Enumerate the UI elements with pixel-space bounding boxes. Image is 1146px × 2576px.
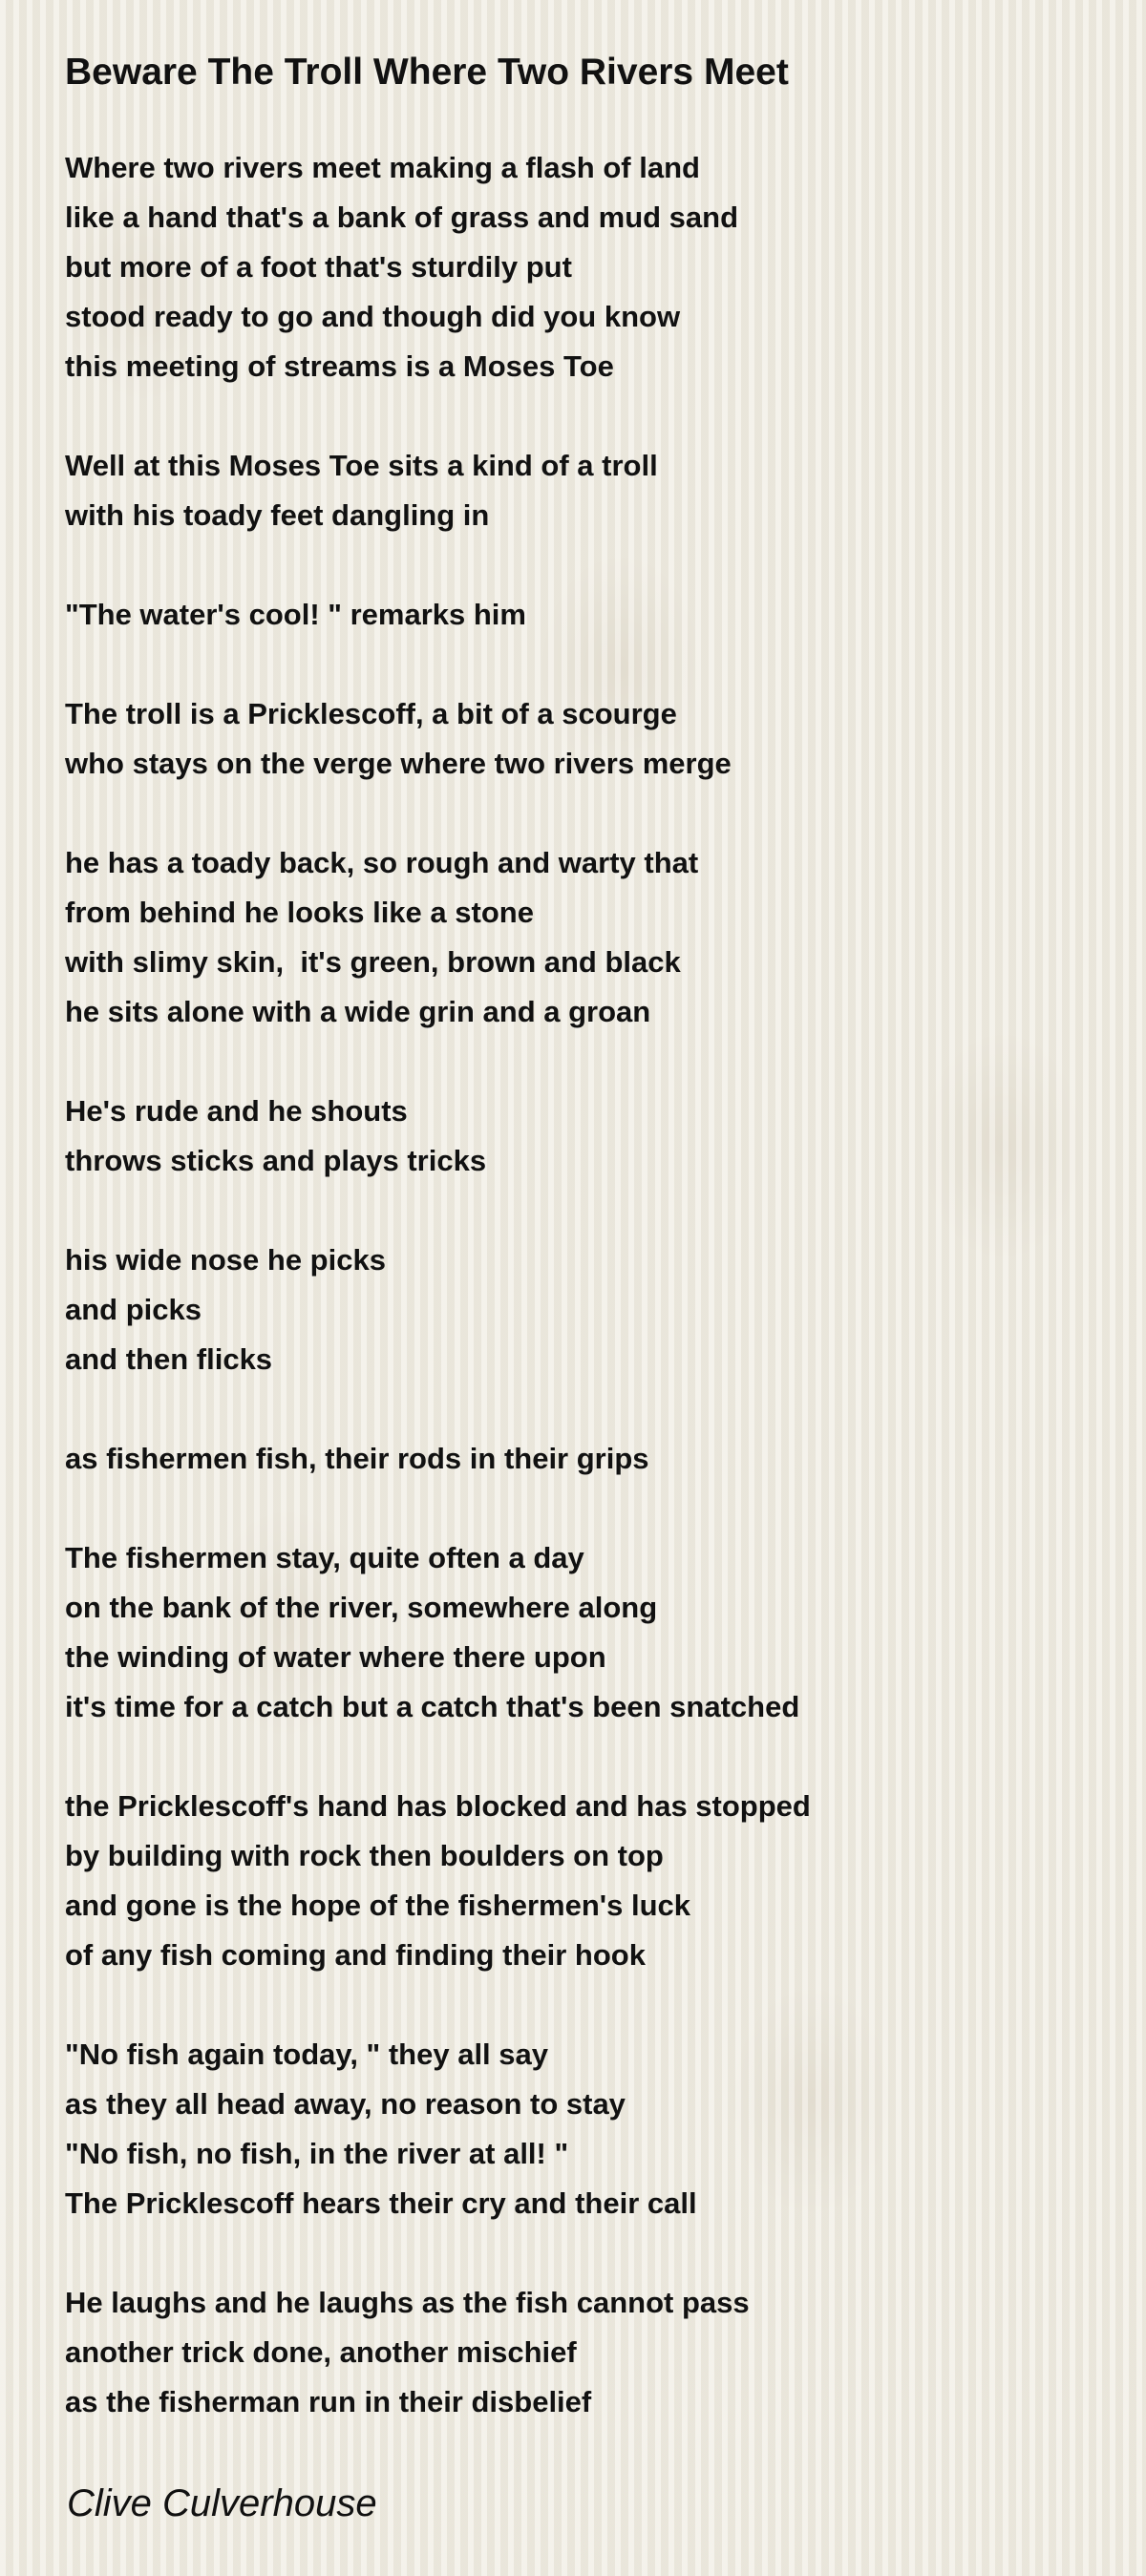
poem-line: "No fish, no fish, in the river at all! " xyxy=(65,2137,569,2170)
stanza xyxy=(65,590,1115,640)
poem-line: the winding of water where there upon xyxy=(65,1640,606,1674)
poem-line: on the bank of the river, somewhere along xyxy=(65,1591,658,1624)
stanza xyxy=(65,2278,1115,2427)
poem-line: He laughs and he laughs as the fish cannot pass xyxy=(65,2286,750,2319)
poem-line: The troll is a Pricklescoff, a bit of a scourge xyxy=(65,697,677,730)
poem-line: he sits alone with a wide grin and a groan xyxy=(65,995,651,1028)
poem-title: Beware The Troll Where Two Rivers Meet xyxy=(65,52,789,93)
poem-line: his wide nose he picks xyxy=(65,1243,386,1277)
poem-line: by building with rock then boulders on top xyxy=(65,1839,664,1872)
stanza xyxy=(65,2030,1115,2228)
stanza xyxy=(65,143,1115,391)
poem-body xyxy=(65,143,1115,2477)
poem-line: "The water's cool! " remarks him xyxy=(65,598,526,631)
stanza xyxy=(65,1434,1115,1484)
poem-line: and then flicks xyxy=(65,1342,273,1376)
poem-line: "No fish again today, " they all say xyxy=(65,2038,549,2071)
poem-line: with his toady feet dangling in xyxy=(65,498,490,532)
poem-line: of any fish coming and finding their hook xyxy=(65,1938,646,1972)
poem-line: The fishermen stay, quite often a day xyxy=(65,1541,584,1574)
poem-line: as the fisherman run in their disbelief xyxy=(65,2385,592,2418)
poem-line: the Pricklescoff's hand has blocked and has stopped xyxy=(65,1789,811,1823)
stanza xyxy=(65,1533,1115,1732)
poem-line: throws sticks and plays tricks xyxy=(65,1144,487,1177)
poem-line: as fishermen fish, their rods in their grips xyxy=(65,1442,649,1475)
poem-line: as they all head away, no reason to stay xyxy=(65,2087,626,2121)
poem-author: Clive Culverhouse xyxy=(67,2482,377,2524)
poem-line: and gone is the hope of the fishermen's luck xyxy=(65,1889,691,1922)
poem-line: Where two rivers meet making a flash of land xyxy=(65,151,700,184)
poem-line: he has a toady back, so rough and warty that xyxy=(65,846,699,879)
poem-line: it's time for a catch but a catch that's been snatched xyxy=(65,1690,800,1723)
poem-line: but more of a foot that's sturdily put xyxy=(65,250,572,284)
poem-line: He's rude and he shouts xyxy=(65,1094,408,1128)
stanza xyxy=(65,1235,1115,1384)
stanza xyxy=(65,1087,1115,1186)
poem-line: another trick done, another mischief xyxy=(65,2335,577,2369)
poem-line: stood ready to go and though did you know xyxy=(65,300,681,333)
poem-line: this meeting of streams is a Moses Toe xyxy=(65,349,614,383)
poem-line: The Pricklescoff hears their cry and their call xyxy=(65,2186,697,2220)
poem-line: with slimy skin, it's green, brown and black xyxy=(65,945,681,979)
stanza xyxy=(65,838,1115,1037)
poem-line: from behind he looks like a stone xyxy=(65,896,534,929)
stanza xyxy=(65,689,1115,789)
poem-line: and picks xyxy=(65,1293,202,1326)
stanza xyxy=(65,1782,1115,1980)
stanza xyxy=(65,441,1115,540)
poem-line: who stays on the verge where two rivers merge xyxy=(65,747,732,780)
poem-line: Well at this Moses Toe sits a kind of a troll xyxy=(65,449,658,482)
poem-line: like a hand that's a bank of grass and mud sand xyxy=(65,201,739,234)
